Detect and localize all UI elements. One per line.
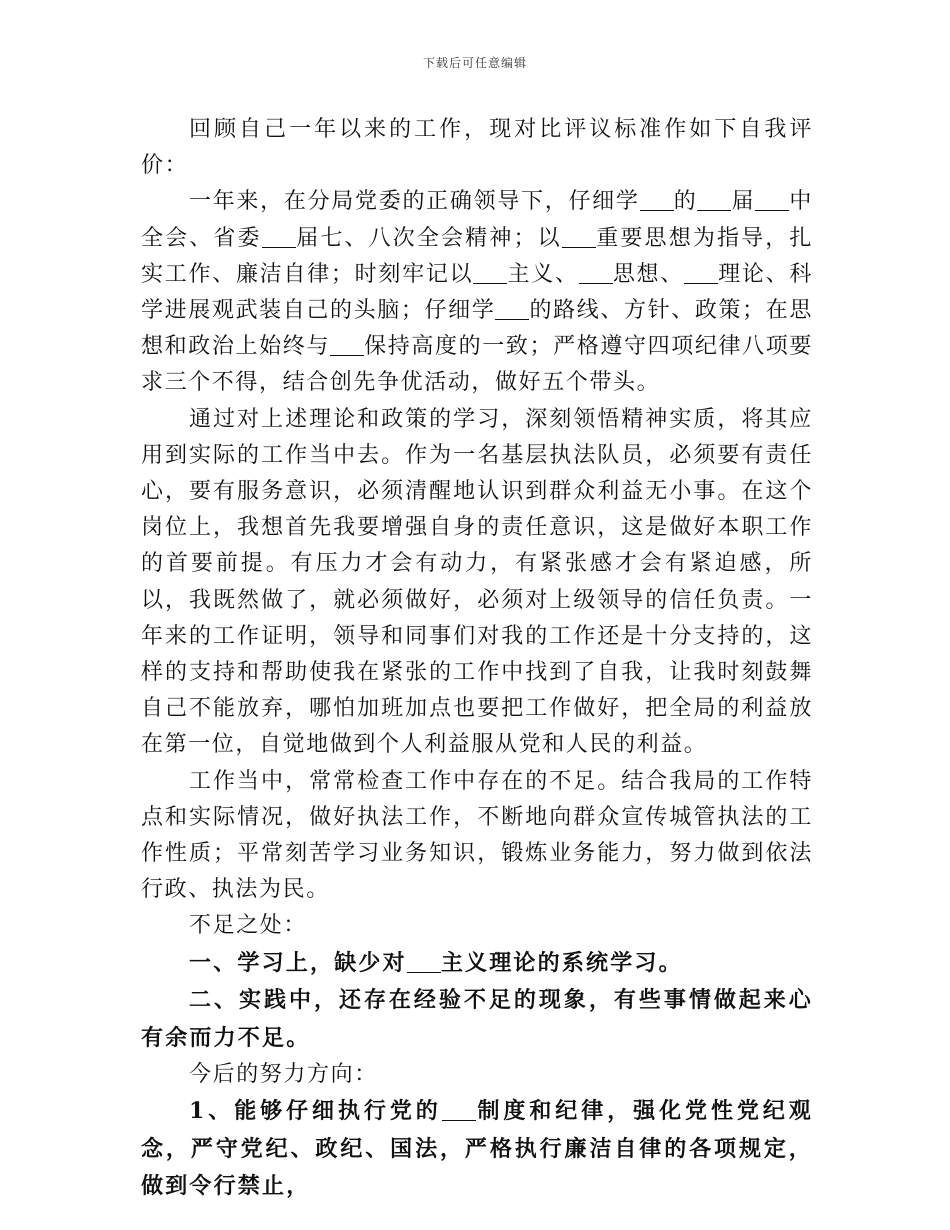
paragraph-work-check — [141, 764, 813, 909]
paragraph-text: 的 — [673, 189, 698, 215]
paragraph-intro — [141, 112, 813, 184]
fill-in-blank — [442, 1098, 476, 1121]
paragraph-text: 通过对上述理论和政策的学习，深刻领悟精神实质，将其应用到实际的工作当中去。作为一名基层执法队员，必须要有责任心，要有服务意识，必须清醒地认识到群众利益无小事。在这个岗位上，我想首先我要增强自身的责任意识，这是做好本职工作的首要前提。有压力才会有动力，有紧张感才会有紧迫感，所以，我既然做了，就必须做好，必须对上级领导的信任负责。一年来的工作证明，领导和同事们对我的工作还是十分支持的，这样的支持和帮助使我在紧张的工作中找到了自我，让我时刻鼓舞自己不能放弃，哪怕加班加点也要把工作做好，把全局的利益放在第一位，自觉地做到个人利益服从党和人民的利益。 — [141, 406, 813, 758]
shortcoming-item-1 — [141, 945, 813, 983]
fill-in-blank — [330, 333, 364, 356]
direction-item-1 — [141, 1093, 813, 1206]
paragraph-text: 1、能够仔细执行党的 — [189, 1098, 442, 1125]
paragraph-text: 届 — [731, 189, 756, 215]
paragraph-text: 工作当中，常常检查工作中存在的不足。结合我局的工作特点和实际情况，做好执法工作，不断地向群众宣传城管执法的工作性质；平常刻苦学习业务知识，锻炼业务能力，努力做到依法行政、执法为民。 — [141, 768, 813, 903]
heading-shortcomings — [141, 908, 813, 944]
fill-in-blank — [495, 297, 529, 320]
paragraph-text: 制度和纪律，强化党性党纪观念，严守党纪、政纪、国法，严格执行廉洁自律的各项规定，做到令行禁止， — [141, 1098, 813, 1200]
paragraph-text: 今后的努力方向： — [189, 1062, 378, 1088]
paragraph-text: 思想、 — [612, 261, 685, 287]
fill-in-blank — [473, 261, 507, 284]
fill-in-blank — [262, 225, 296, 248]
fill-in-blank — [562, 225, 596, 248]
fill-in-blank — [684, 261, 718, 284]
paragraph-text: 一、学习上，缺少对 — [189, 949, 407, 976]
fill-in-blank — [407, 950, 441, 973]
paragraph-text: 主义理论的系统学习。 — [440, 949, 683, 976]
paragraph-text: 不足之处： — [189, 913, 308, 939]
fill-in-blank — [579, 261, 613, 284]
paragraph-text: 主义、 — [507, 261, 579, 287]
fill-in-blank — [697, 188, 731, 211]
paragraph-text: 保持高度的一致；严格遵守四项纪律八项要求三个不得，结合创先争优活动，做好五个带头。 — [141, 334, 813, 396]
paragraph-text: 的路线、方针、政策；在思想和政治上始终与 — [141, 298, 813, 360]
paragraph-text: 中全会、省委 — [141, 189, 813, 251]
fill-in-blank — [755, 188, 789, 211]
paragraph-text: 届七、八次全会精神；以 — [295, 225, 562, 251]
page-header-note: 下载后可任意编辑 — [422, 56, 527, 70]
paragraph-text: 一年来，在分局党委的正确领导下，仔细学 — [189, 189, 640, 215]
shortcoming-item-2 — [141, 982, 813, 1057]
paragraph-work-attitude — [141, 402, 813, 764]
paragraph-text: 理论、科学进展观武装自己的头脑；仔细学 — [141, 261, 813, 324]
paragraph-text: 二、实践中，还存在经验不足的现象，有些事情做起来心有余而力不足。 — [141, 987, 813, 1051]
paragraph-text: 重要思想为指导，扎实工作、廉洁自律；时刻牢记以 — [141, 225, 813, 287]
document-body — [141, 112, 813, 1206]
heading-future-direction — [141, 1057, 813, 1093]
paragraph-study — [141, 184, 813, 401]
fill-in-blank — [640, 188, 674, 211]
paragraph-text: 回顾自己一年以来的工作，现对比评议标准作如下自我评价： — [141, 117, 813, 179]
